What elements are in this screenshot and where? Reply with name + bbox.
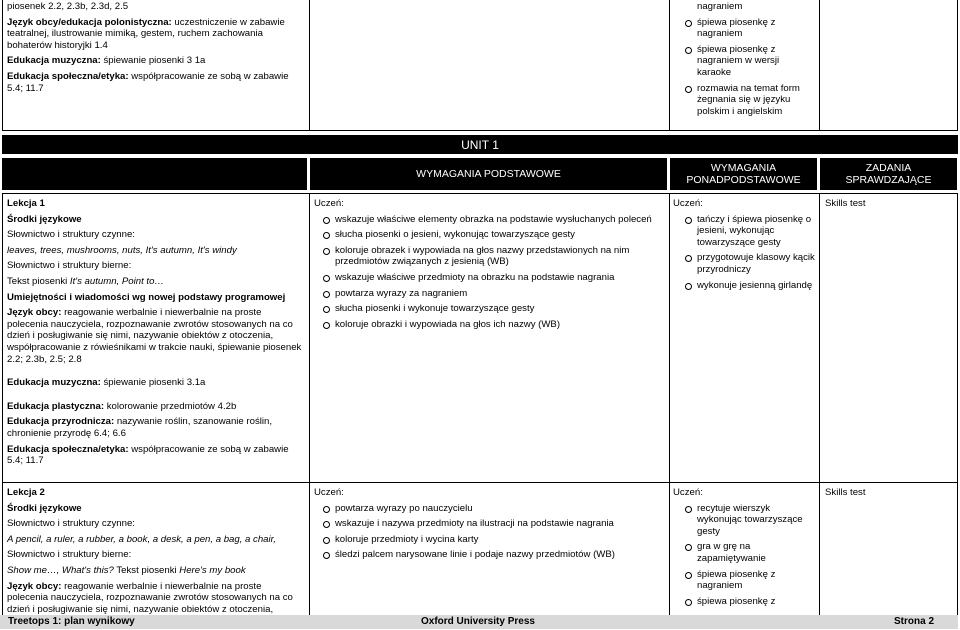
lesson2-song-text: Here's my book	[179, 564, 246, 576]
lesson2-basic-cell	[314, 487, 666, 565]
lesson2-advanced-cell	[673, 487, 815, 613]
grid-line	[819, 0, 820, 131]
top-music-label: Edukacja muzyczna:	[7, 55, 101, 67]
lesson1-song-prefix: Tekst piosenki	[7, 275, 70, 287]
lesson1-title: Lekcja 1	[7, 198, 45, 209]
grid-line	[669, 193, 670, 615]
footer-right: Strona 2	[894, 616, 935, 627]
top-lang-paragraph	[7, 17, 305, 52]
list-item: koloruje obrazki i wypowiada na głos ich nazwy (WB)	[321, 319, 666, 331]
header-advanced-line1: WYMAGANIA	[710, 162, 777, 174]
lesson2-passive-label: Słownictwo i struktury bierne:	[7, 549, 132, 561]
lesson1-skills-title: Umiejętności i wiadomości wg nowej podstawy programowej	[7, 291, 286, 303]
grid-line	[2, 193, 3, 615]
header-tasks	[820, 158, 957, 190]
grid-line	[2, 130, 958, 131]
grid-line	[669, 0, 670, 131]
grid-line	[309, 193, 310, 615]
list-item: wskazuje właściwe elementy obrazka na podstawie wysłuchanych poleceń	[321, 214, 666, 226]
lesson2-title: Lekcja 2	[7, 487, 45, 498]
lesson1-art-text: kolorowanie przedmiotów 4.2b	[104, 400, 237, 412]
top-col4-continued: nagraniem	[697, 1, 743, 12]
grid-line	[2, 482, 958, 483]
lesson1-social-label: Edukacja społeczna/etyka:	[7, 443, 129, 455]
header-empty	[2, 158, 307, 190]
lesson1-lang-text: reagowanie werbalnie i niewerbalnie na proste polecenia nauczyciela, rozpoznawanie zwrotów stosowanych na co dzień i posługiwanie się nimi, nazywanie obiektów z otoczenia, współpracowanie z rówieśnikami w trakcie nauki, śpiewanie piosenek 2.2; 2.3b, 2.5; 2.8	[7, 307, 302, 365]
list-item: śpiewa piosenkę z nagraniem	[683, 569, 815, 592]
top-social-paragraph	[7, 71, 305, 94]
lesson2-basic-list	[314, 503, 666, 561]
top-col4-list	[673, 17, 803, 118]
top-col1-line1: piosenek 2.2, 2.3b, 2.3d, 2.5	[7, 1, 129, 12]
footer-bar	[0, 615, 958, 629]
lesson1-art-label: Edukacja plastyczna:	[7, 400, 105, 412]
grid-line	[2, 0, 3, 131]
lesson2-passive-line	[7, 565, 305, 577]
list-item: przygotowuje klasowy kącik przyrodniczy	[683, 252, 815, 275]
list-item: wykonuje jesienną girlandę	[683, 280, 815, 292]
header-advanced	[670, 158, 817, 190]
lesson2-test-cell: Skills test	[825, 487, 866, 498]
top-lang-text: uczestniczenie w zabawie teatralnej, ilustrowanie mimiką, gestem, ruchem zachowania bohaterów historyjki 1.4	[7, 16, 285, 51]
top-music-text: śpiewanie piosenki 3 1a	[100, 55, 206, 67]
lesson2-lang-paragraph	[7, 581, 305, 616]
grid-line	[309, 0, 310, 131]
lesson1-lang-label: Język obcy:	[7, 307, 62, 319]
lesson1-basic-cell	[314, 198, 666, 334]
lesson2-basic-label: Uczeń:	[314, 487, 344, 498]
lesson2-lang-text: reagowanie werbalnie i niewerbalnie na proste polecenia nauczyciela, rozpoznawanie zwrotów stosowanych na co dzień i posługiwanie się nimi, nazywanie obiektów z otoczenia,	[7, 580, 293, 615]
top-music-paragraph	[7, 55, 305, 67]
lesson1-music-label: Edukacja muzyczna:	[7, 377, 101, 389]
unit-title: UNIT 1	[2, 135, 958, 154]
lesson2-srodki: Środki językowe	[7, 502, 82, 514]
lesson1-nature-paragraph	[7, 416, 305, 439]
list-item: słucha piosenki o jesieni, wykonując towarzyszące gesty	[321, 229, 666, 241]
list-item: powtarza wyrazy za nagraniem	[321, 288, 666, 300]
lesson1-social-paragraph	[7, 444, 305, 467]
lesson1-lang-paragraph	[7, 307, 305, 365]
footer-center: Oxford University Press	[421, 616, 535, 627]
list-item: śpiewa piosenkę z nagraniem w wersji karaoke	[683, 44, 803, 79]
lesson1-social-text: współpracowanie ze sobą w zabawie 5.4; 11.7	[7, 443, 289, 467]
lesson1-passive-label: Słownictwo i struktury bierne:	[7, 260, 132, 272]
lesson2-content-cell	[7, 487, 305, 619]
lesson1-song	[7, 276, 305, 288]
lesson1-active-label: Słownictwo i struktury czynne:	[7, 229, 135, 241]
grid-line	[957, 0, 958, 131]
lesson2-active-label: Słownictwo i struktury czynne:	[7, 518, 135, 530]
list-item: tańczy i śpiewa piosenkę o jesieni, wykonując towarzyszące gesty	[683, 214, 815, 249]
list-item: powtarza wyrazy po nauczycielu	[321, 503, 666, 515]
list-item: rozmawia na temat form żegnania się w języku polskim i angielskim	[683, 83, 803, 118]
list-item: koloruje przedmioty i wycina karty	[321, 534, 666, 546]
grid-line	[819, 193, 820, 615]
lesson2-lang-label: Język obcy:	[7, 580, 62, 592]
lesson1-nature-text: nazywanie roślin, szanowanie roślin, chronienie przyrodę 6.4; 6.6	[7, 416, 273, 439]
header-basic: WYMAGANIA PODSTAWOWE	[310, 158, 667, 190]
list-item: słucha piosenki i wykonuje towarzyszące gesty	[321, 303, 666, 315]
lesson1-music-paragraph	[7, 377, 305, 389]
lesson1-active-words: leaves, trees, mushrooms, nuts, It's autumn, It's windy	[7, 244, 237, 256]
list-item: śpiewa piosenkę z	[683, 596, 815, 608]
lesson1-basic-label: Uczeń:	[314, 198, 344, 209]
lesson2-active-words: A pencil, a ruler, a rubber, a book, a desk, a pen, a bag, a chair,	[7, 533, 276, 545]
footer-left: Treetops 1: plan wynikowy	[8, 616, 135, 627]
top-col4-cell	[673, 1, 803, 121]
lesson1-music-text: śpiewanie piosenki 3.1a	[100, 377, 206, 389]
lesson2-song-prefix: Tekst piosenki	[113, 564, 180, 576]
lesson1-art-paragraph	[7, 401, 305, 413]
lesson2-adv-list	[673, 503, 815, 608]
grid-line	[957, 193, 958, 615]
header-tasks-line2: SPRAWDZAJĄCE	[845, 174, 932, 186]
header-advanced-line2: PONADPODSTAWOWE	[686, 174, 801, 186]
list-item: gra w grę na zapamiętywanie	[683, 541, 815, 564]
list-item: wskazuje właściwe przedmioty na obrazku na podstawie nagrania	[321, 272, 666, 284]
lesson1-adv-list	[673, 214, 815, 292]
lesson1-srodki: Środki językowe	[7, 213, 82, 225]
lesson1-song-text: It's autumn, Point to…	[69, 275, 165, 287]
list-item: śpiewa piosenkę z nagraniem	[683, 17, 803, 40]
lesson2-show-text: Show me…, What's this?	[7, 564, 114, 576]
lesson1-advanced-cell	[673, 198, 815, 295]
list-item: wskazuje i nazywa przedmioty na ilustracji na podstawie nagrania	[321, 518, 666, 530]
lesson1-content-cell	[7, 198, 305, 471]
top-lang-label: Język obcy/edukacja polonistyczna:	[7, 16, 172, 28]
lesson1-basic-list	[314, 214, 666, 331]
lesson1-adv-label: Uczeń:	[673, 198, 703, 209]
lesson1-test-cell: Skills test	[825, 198, 866, 209]
top-social-text: współpracowanie ze sobą w zabawie 5.4; 11.7	[7, 70, 289, 94]
grid-line	[2, 193, 958, 194]
lesson1-nature-label: Edukacja przyrodnicza:	[7, 416, 115, 428]
lesson2-adv-label: Uczeń:	[673, 487, 703, 498]
top-social-label: Edukacja społeczna/etyka:	[7, 70, 129, 82]
list-item: koloruje obrazek i wypowiada na głos nazwy przedstawionych na nim przedmiotów związanych z jesienią (WB)	[321, 245, 666, 268]
top-col1-cell	[7, 1, 305, 98]
list-item: śledzi palcem narysowane linie i podaje nazwy przedmiotów (WB)	[321, 549, 666, 561]
header-tasks-line1: ZADANIA	[865, 162, 912, 174]
list-item: recytuje wierszyk wykonując towarzyszące gesty	[683, 503, 815, 538]
